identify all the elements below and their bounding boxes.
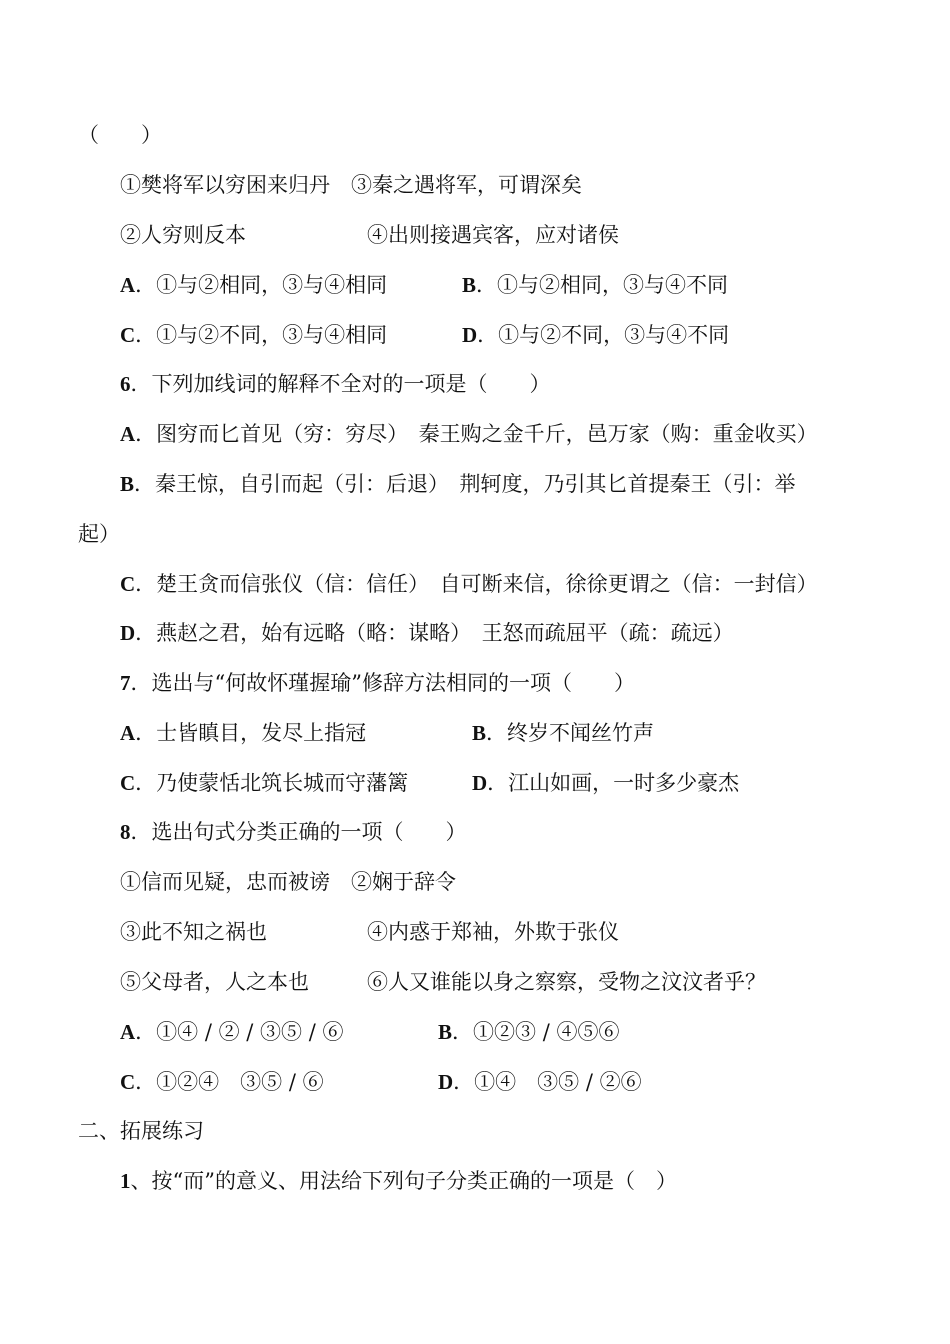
section-heading: 二、拓展练习 [78,1119,204,1143]
option-d: D．①④ ③⑤ / ②⑥ [438,1070,642,1094]
option-b: B．①与②相同，③与④不同 [462,273,729,297]
option-c: C．乃使蒙恬北筑长城而守藩篱 [120,771,409,795]
sentence-line: ⑥人又谁能以身之察察，受物之汶汶者乎？ [367,970,766,994]
option-a: A．①④ / ② / ③⑤ / ⑥ [120,1020,344,1044]
option-a: A．士皆瞋目，发尽上指冠 [120,721,367,745]
option-b: B．①②③ / ④⑤⑥ [438,1020,620,1044]
sentence-line: ①樊将军以穷困来归丹 ③秦之遇将军，可谓深矣 [120,173,582,197]
sentence-line: ④出则接遇宾客，应对诸侯 [367,223,619,247]
option-b-continuation: 起） [78,522,120,546]
question-6: 6．下列加线词的解释不全对的一项是（ ） [120,372,551,396]
option-b: B．秦王惊，自引而起（引：后退） 荆轲度，乃引其匕首提秦王（引：举 [120,472,796,496]
option-a: A．图穷而匕首见（穷：穷尽） 秦王购之金千斤，邑万家（购：重金收买） [120,422,818,446]
option-c: C．①②④ ③⑤ / ⑥ [120,1070,324,1094]
answer-bracket: （ ） [78,123,162,147]
option-d: D．①与②不同，③与④不同 [462,323,730,347]
option-c: C．楚王贪而信张仪（信：信任） 自可断来信，徐徐更谓之（信：一封信） [120,572,818,596]
question-7: 7．选出与“何故怀瑾握瑜”修辞方法相同的一项（ ） [120,671,635,695]
question-8: 8．选出句式分类正确的一项（ ） [120,820,467,844]
sentence-line: ③此不知之祸也 [120,920,267,944]
question-1: 1、按“而”的意义、用法给下列句子分类正确的一项是（ ） [120,1169,677,1193]
sentence-line: ⑤父母者，人之本也 [120,970,309,994]
option-a: A．①与②相同，③与④相同 [120,273,388,297]
option-d: D．燕赵之君，始有远略（略：谋略） 王怒而疏屈平（疏：疏远） [120,621,734,645]
option-b: B．终岁不闻丝竹声 [472,721,655,745]
sentence-line: ①信而见疑，忠而被谤 ②娴于辞令 [120,870,456,894]
sentence-line: ④内惑于郑袖，外欺于张仪 [367,920,619,944]
sentence-line: ②人穷则反本 [120,223,246,247]
option-c: C．①与②不同，③与④相同 [120,323,388,347]
option-d: D．江山如画，一时多少豪杰 [472,771,740,795]
